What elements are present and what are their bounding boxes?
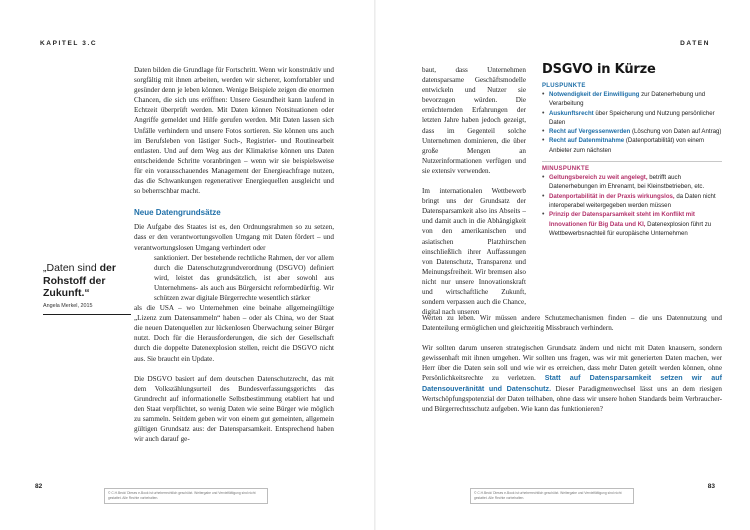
plus-label: PLUSPUNKTE xyxy=(542,83,586,89)
minus-item-text: da Daten nicht interoperabel weitergegeben werden müssen xyxy=(549,192,716,209)
plus-item-text: (Löschung von Daten auf Antrag) xyxy=(630,128,722,136)
dsgvo-summary-box xyxy=(542,62,722,238)
plus-item xyxy=(542,127,722,136)
plus-item xyxy=(542,90,722,109)
subheading: Neue Datengrundsätze xyxy=(134,208,221,218)
section-header: DATEN xyxy=(680,40,710,47)
right-body-column xyxy=(422,65,526,317)
minus-item-text: Datenexplosion führt zu Wettbewerbsnachteil für europäische Unternehmen xyxy=(549,220,712,237)
paragraph xyxy=(422,343,722,414)
paragraph-part: Die Aufgabe des Staates ist es, den Ordnungsrahmen so zu setzen, dass er den verantwortungsvollen Umgang mit Daten fördert – und verantwortungslosen Umgang verhindert oder xyxy=(134,223,334,252)
box-title: DSGVO in Kürze xyxy=(542,62,656,77)
plus-item xyxy=(542,109,722,128)
quote-rule xyxy=(43,314,131,315)
plus-item-text: über Speicherung und Nutzung persönlicher Daten xyxy=(549,109,715,126)
paragraph: Die DSGVO basiert auf dem deutschen Datenschutzrecht, das mit dem Volkszählungsurteil des Bundesverfassungsgerichts das Grundrecht auf informationelle Selbstbestimmung etabliert hat und den Staat verpflichtet, so wenig Daten wie seine Bürger wie möglich zu sammeln. Seitdem geben wir von einem gut gemeinten, allgemein gültigen Grundsatz aus: der Datensparsamkeit. Entsprechend haben wir auch darauf ge- xyxy=(134,374,334,444)
chapter-header: KAPITEL 3.C xyxy=(40,40,98,47)
plus-item-text: (Datenportabilität) von einem Anbieter zum nächsten xyxy=(549,137,705,154)
paragraph: Daten bilden die Grundlage für Fortschritt. Wenn wir konstruktiv und sorgfältig mit ihnen arbeiten, werden wir sicherer, komfortabler und gesünder denn je leben können. Wenige Beispiele zeigen die enormen Chancen, die sich uns eröffnen: Unsere Gesundheit kann laufend in Echtzeit überprüft werden. Mit Daten können Notsituationen oder Angriffe gemeldet und Hilfe gerufen werden. Mit Daten lassen sich Unfälle verhindern und unsere Fotos sortieren. Sie können uns auch im Berufsleben von lästiger Such-, Registrier- und Routinearbeit entlasten. Und auf dem Weg aus der Klimakrise können uns Daten entscheidende Schritte voranbringen – wenn wir sie beispielsweise für ein vorausschauendes Management der Energieachfrage nutzen, das die Schwankungen regenerativer Energiequellen ausgleicht und so beherrschbar macht. xyxy=(134,66,334,196)
page-number-left: 82 xyxy=(35,483,43,490)
minus-list xyxy=(542,173,722,238)
minus-item xyxy=(542,192,722,211)
minus-item xyxy=(542,173,722,192)
plus-item xyxy=(542,136,722,155)
quote-open: „Daten sind xyxy=(43,262,100,274)
quote-source: Angela Merkel, 2015 xyxy=(43,302,93,309)
page-number-right: 83 xyxy=(707,483,715,490)
minus-label: MINUSPUNKTE xyxy=(542,166,590,173)
paragraph-part: als die USA – wo Unternehmen eine beinahe allgemeingültige „Lizenz zum Datensammeln“ haben – oder als China, wo der Staat die neuen Datenquellen zur lückenlosen Überwachung seiner Bürger nutzt. Doch für die Herausforderungen, die sich der Gesellschaft durch die doppelte Datenexplosion stellen, reicht die DSGVO nicht aus. Sie braucht ein Update. xyxy=(134,304,334,363)
paragraph-part: Wir sollten darum unseren strategischen Grundsatz ändern und nicht mit Daten knausern, sondern gewissenhaft mit ihnen umgehen. Wir sollten uns fragen, was wir mit generierten Daten machen, wer Herr über die Daten sein soll und wie wir es erreichen, dass mehr Daten geteilt werden können, ohne Persönlichkeitsrechte zu verletzen. xyxy=(422,344,722,383)
quote-text xyxy=(43,262,133,300)
page-gutter xyxy=(374,0,376,530)
minus-item-text: betrifft auch Datenerhebungen im Ehrenamt, bei Kleinstbetrieben, etc. xyxy=(549,174,705,191)
highlight-text: Statt auf Datensparsamkeit setzen wir auf Datensouveränität und Datenschutz. xyxy=(422,374,722,393)
minus-item xyxy=(542,210,722,238)
plus-item-head: Notwendigkeit der Einwilligung xyxy=(549,91,640,98)
plus-item-head: Recht auf Datenmitnahme xyxy=(549,137,625,145)
plus-item-text: zur Datenerhebung und Verarbeitung xyxy=(549,91,706,108)
paragraph: Werten zu leben. Wir müssen andere Schutzmechanismen finden – die uns Datennutzung und Datenteilung ermöglichen und gleichzeitig Missbrauch verhindern. xyxy=(422,314,722,333)
paragraph xyxy=(134,222,334,363)
minus-item-head: Prinzip der Datensparsamkeit steht im Konflikt mit Innovationen für Big Data und KI, xyxy=(549,211,695,228)
minus-item-head: Geltungsbereich zu weit angelegt, xyxy=(549,174,648,182)
left-body-column xyxy=(134,65,334,444)
imprint-left: © C.H.Beck/ Dieses e-Book ist urheberrechtlich geschützt. Weitergabe und Vervielfältigung sind nicht gestattet. Alle Rechte vorbehalten. xyxy=(104,488,268,504)
plus-item-head: Auskunftsrecht xyxy=(549,109,594,117)
pull-quote xyxy=(43,262,133,315)
right-wide-column xyxy=(422,313,722,414)
plus-item-head: Recht auf Vergessenwerden xyxy=(549,128,631,136)
box-divider xyxy=(542,161,722,162)
paragraph: baut, dass Unternehmen datensparsame Geschäftsmodelle entwickeln und Nutzer sie bevorzugen würden. Die ernüchternden Erfahrungen der letzten Jahre haben jedoch gezeigt, dass im Gegenteil solche Unternehmen dominieren, die über große Mengen an Nutzerinformationen verfügen und sie extensiv verwenden. xyxy=(422,66,526,175)
imprint-right: © C.H.Beck/ Dieses e-Book ist urheberrechtlich geschützt. Weitergabe und Vervielfältigung sind nicht gestattet. Alle Rechte vorbehalten. xyxy=(470,488,634,504)
paragraph-part: Dieser Paradigmenwechsel lässt uns an dem riesigen Wertschöpfungspotenzial der Daten teilhaben, ohne dass wir unsere hohen Standards beim Verbraucher- und Bürgerrechtsschutz aufgeben. Wie kann das funktionieren? xyxy=(422,384,722,413)
plus-list xyxy=(542,90,722,155)
paragraph: Im internationalen Wettbewerb bringt uns der Grundsatz der Datensparsamkeit also ins Abseits – und damit auch in die Abhängigkeit von den amerikanischen und asiatischen Platzhirschen einschließlich ihrer Auffassungen von Datenschutz, Transparenz und Meinungsfreiheit. Wir bremsen also nicht nur unsere Innovationskraft und wirtschaftliche Zukunft, sondern verpassen auch die Chance, digital nach unseren xyxy=(422,187,526,317)
quote-bold: der Rohstoff der Zukunft.“ xyxy=(43,262,116,299)
minus-item-head: Datenportabilität in der Praxis wirkungslos, xyxy=(549,192,675,200)
paragraph-part-indented: sanktioniert. Der bestehende rechtliche Rahmen, der vor allem durch die Datenschutzgrundverordnung (DSGVO) definiert wird, leistet das grundsätzlich, ist aber sowohl aus Unternehmens- als auch aus Bürgersicht reformbedürftig. Wir schützen zwar digitale Bürgerrechte wesentlich stärker xyxy=(154,253,334,302)
